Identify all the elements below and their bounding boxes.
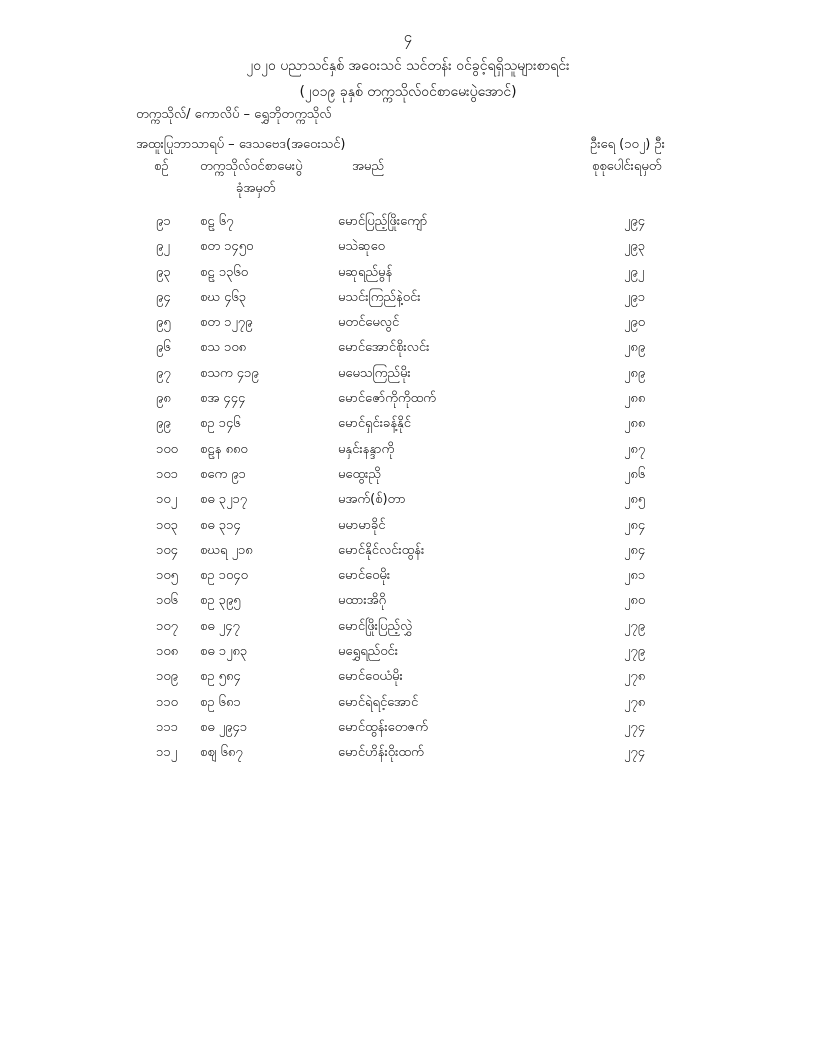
table-row bbox=[0, 719, 816, 744]
row-name: မောင်ရဲရင့်အောင် bbox=[338, 694, 419, 710]
table-row bbox=[0, 567, 816, 592]
total-count: ဦးရေ (၁၀၂) ဦး bbox=[590, 137, 665, 152]
row-name: မောင်အောင်စိုးလင်း bbox=[338, 340, 430, 356]
row-name: မတင်မေလွင် bbox=[338, 315, 400, 331]
row-total-marks: ၂၇၉ bbox=[624, 644, 646, 660]
row-total-marks: ၂၉၃ bbox=[624, 239, 646, 255]
table-row bbox=[0, 441, 816, 466]
row-roll-number: စကေ ၉၁ bbox=[200, 466, 246, 482]
row-roll-number: စဓ ၂၄၇ bbox=[200, 618, 240, 634]
row-name: မဆုရည်မွန် bbox=[338, 264, 393, 280]
row-total-marks: ၂၈၉ bbox=[624, 365, 646, 381]
header-roll-number: တက္ကသိုလ်ဝင်စာမေးပွဲ bbox=[200, 159, 303, 174]
document-subtitle: (၂၀၁၉ ခုနှစ် တက္ကသိုလ်ဝင်စာမေးပွဲအောင်) bbox=[299, 84, 517, 100]
row-serial-no: ၉၇ bbox=[156, 365, 171, 381]
table-row bbox=[0, 238, 816, 263]
row-name: မထွေးညို bbox=[338, 466, 381, 482]
row-serial-no: ၁၀၃ bbox=[156, 517, 178, 533]
table-row bbox=[0, 694, 816, 719]
row-serial-no: ၁၁၀ bbox=[156, 694, 178, 710]
row-total-marks: ၂၇၄ bbox=[624, 719, 646, 735]
row-roll-number: စဥ ၆၈၁ bbox=[200, 694, 241, 710]
header-serial-no: စဉ် bbox=[154, 159, 169, 174]
row-total-marks: ၂၈၈ bbox=[624, 416, 646, 432]
row-name: မောင်ပြည့်ဖြိုးကျော် bbox=[338, 214, 428, 229]
row-total-marks: ၂၇၄ bbox=[624, 745, 646, 761]
row-roll-number: စဈ ၆၈၇ bbox=[200, 745, 243, 761]
row-roll-number: စဥ ၃၉၅ bbox=[200, 593, 241, 609]
table-row bbox=[0, 668, 816, 693]
row-total-marks: ၂၉၂ bbox=[624, 264, 645, 280]
row-total-marks: ၂၉၄ bbox=[624, 214, 646, 229]
row-total-marks: ၂၈၄ bbox=[624, 517, 646, 533]
row-serial-no: ၉၉ bbox=[156, 416, 171, 432]
row-serial-no: ၁၀၉ bbox=[156, 669, 178, 685]
university-label: တက္ကသိုလ်/ ကောလိပ် – ရွှေဘိုတက္ကသိုလ် bbox=[136, 107, 332, 122]
row-roll-number: စဓ ၃၂၁၇ bbox=[200, 492, 248, 508]
header-total-marks: စုစုပေါင်းရမှတ် bbox=[592, 159, 662, 174]
table-row bbox=[0, 542, 816, 567]
row-serial-no: ၁၁၁ bbox=[156, 719, 178, 735]
row-name: မောင်ဖြိုးပြည့်လွှဲ bbox=[338, 618, 413, 634]
row-total-marks: ၂၉၁ bbox=[624, 289, 646, 305]
row-roll-number: စတ ၁၂၇၉ bbox=[200, 315, 253, 331]
row-roll-number: စဠန ၈၈၀ bbox=[200, 441, 248, 457]
row-roll-number: စသ ၁၀၈ bbox=[200, 340, 247, 356]
page-number: ၄ bbox=[403, 28, 413, 46]
row-serial-no: ၉၄ bbox=[156, 289, 171, 305]
row-roll-number: စဓ ၃၁၄ bbox=[200, 517, 241, 533]
specialization-label: အထူးပြုဘာသာရပ် – ဒေသ‌ဗေဒ(အဝေးသင်) bbox=[136, 137, 346, 152]
table-row bbox=[0, 390, 816, 415]
row-name: မမာမာခိုင် bbox=[338, 517, 386, 533]
header-roll-number-line2: ခုံအမှတ် bbox=[236, 181, 276, 196]
row-serial-no: ၉၈ bbox=[156, 391, 171, 407]
row-total-marks: ၂၇၉ bbox=[624, 618, 646, 634]
row-name: မောင်ဇော်ကိုကိုထက် bbox=[338, 391, 436, 407]
document-title: ၂၀၂၀ ပညာသင်နှစ် အဝေးသင် သင်တန်း ဝင်ခွင့်ရရှိသူများစာရင်း bbox=[246, 58, 570, 74]
row-name: မသဲဆုဝေ bbox=[338, 239, 385, 255]
row-serial-no: ၉၅ bbox=[156, 315, 171, 331]
table-row bbox=[0, 264, 816, 289]
row-serial-no: ၁၀၂ bbox=[156, 492, 178, 508]
table-row bbox=[0, 213, 816, 238]
row-roll-number: စဠ ၁၃၆၀ bbox=[200, 264, 249, 280]
row-serial-no: ၁၁၂ bbox=[156, 745, 178, 761]
row-serial-no: ၁၀၄ bbox=[156, 542, 178, 558]
row-name: မောင်နိုင်လင်းထွန်း bbox=[338, 542, 425, 558]
row-name: မအက်(စ်)တာ bbox=[338, 492, 406, 508]
row-name: မောင်ဝေယံမိုး bbox=[338, 669, 403, 685]
row-name: မောင်ဝေမိုး bbox=[338, 568, 391, 584]
row-name: မနှင်းနန္ဒာကို bbox=[338, 441, 395, 457]
table-row bbox=[0, 289, 816, 314]
table-row bbox=[0, 517, 816, 542]
table-row bbox=[0, 744, 816, 769]
row-roll-number: စဓ ၁၂၈၃ bbox=[200, 644, 248, 660]
row-serial-no: ၁၀၀ bbox=[156, 441, 178, 457]
row-name: မောင်ရှင်းခန့်နိုင် bbox=[338, 416, 411, 432]
row-total-marks: ၂၇၈ bbox=[624, 694, 646, 710]
row-serial-no: ၁၀၆ bbox=[156, 593, 178, 609]
row-total-marks: ၂၈၄ bbox=[624, 542, 646, 558]
row-roll-number: စဥ ၅၈၄ bbox=[200, 669, 241, 685]
table-row bbox=[0, 339, 816, 364]
row-serial-no: ၁၀၁ bbox=[156, 466, 178, 482]
row-total-marks: ၂၈၉ bbox=[624, 340, 646, 356]
row-roll-number: စဃရ ၂၁၈ bbox=[200, 542, 253, 558]
table-row bbox=[0, 314, 816, 339]
row-roll-number: စတ ၁၄၅၀ bbox=[200, 239, 254, 255]
row-name: မောင်ဟိန်းဝိုးထက် bbox=[338, 745, 424, 761]
row-total-marks: ၂၈၇ bbox=[624, 441, 646, 457]
row-serial-no: ၁၀၇ bbox=[156, 618, 178, 634]
row-roll-number: စဠ ၆၇ bbox=[200, 214, 234, 229]
table-row bbox=[0, 592, 816, 617]
row-name: မမေသကြည်မိုး bbox=[338, 365, 411, 381]
table-row bbox=[0, 415, 816, 440]
row-total-marks: ၂၈၁ bbox=[624, 568, 646, 584]
row-total-marks: ၂၈၆ bbox=[624, 466, 646, 482]
table-row bbox=[0, 491, 816, 516]
row-roll-number: စဥ ၁၄၆ bbox=[200, 416, 241, 432]
row-total-marks: ၂၈၅ bbox=[624, 492, 646, 508]
table-row bbox=[0, 618, 816, 643]
table-row bbox=[0, 365, 816, 390]
row-total-marks: ၂၇၈ bbox=[624, 669, 646, 685]
table-row bbox=[0, 466, 816, 491]
row-roll-number: စဓ ၂၉၄၁ bbox=[200, 719, 248, 735]
row-total-marks: ၂၉၀ bbox=[624, 315, 646, 331]
results-list bbox=[0, 213, 816, 770]
table-row bbox=[0, 643, 816, 668]
row-serial-no: ၁၀၅ bbox=[156, 568, 178, 584]
row-name: မထားအိဂို bbox=[338, 593, 387, 609]
row-serial-no: ၉၂ bbox=[156, 239, 170, 255]
row-serial-no: ၉၆ bbox=[156, 340, 171, 356]
row-total-marks: ၂၈၀ bbox=[624, 593, 646, 609]
row-serial-no: ၉၃ bbox=[156, 264, 171, 280]
header-name: အမည် bbox=[352, 159, 384, 174]
row-serial-no: ၁၀၈ bbox=[156, 644, 179, 660]
row-serial-no: ၉၁ bbox=[156, 214, 171, 229]
row-roll-number: စဃ ၄၆၃ bbox=[200, 289, 247, 305]
row-roll-number: စသက ၄၁၉ bbox=[200, 365, 259, 381]
row-name: မရွှေရည်ဝင်း bbox=[338, 644, 399, 660]
row-total-marks: ၂၈၈ bbox=[624, 391, 646, 407]
row-roll-number: စအ ၄၄၄ bbox=[200, 391, 246, 407]
row-name: မသင်းကြည်နဲ့ဝင်း bbox=[338, 289, 421, 305]
row-name: မောင်ထွန်းတေဇက် bbox=[338, 719, 428, 735]
row-roll-number: စဥ ၁၀၄၀ bbox=[200, 568, 248, 584]
